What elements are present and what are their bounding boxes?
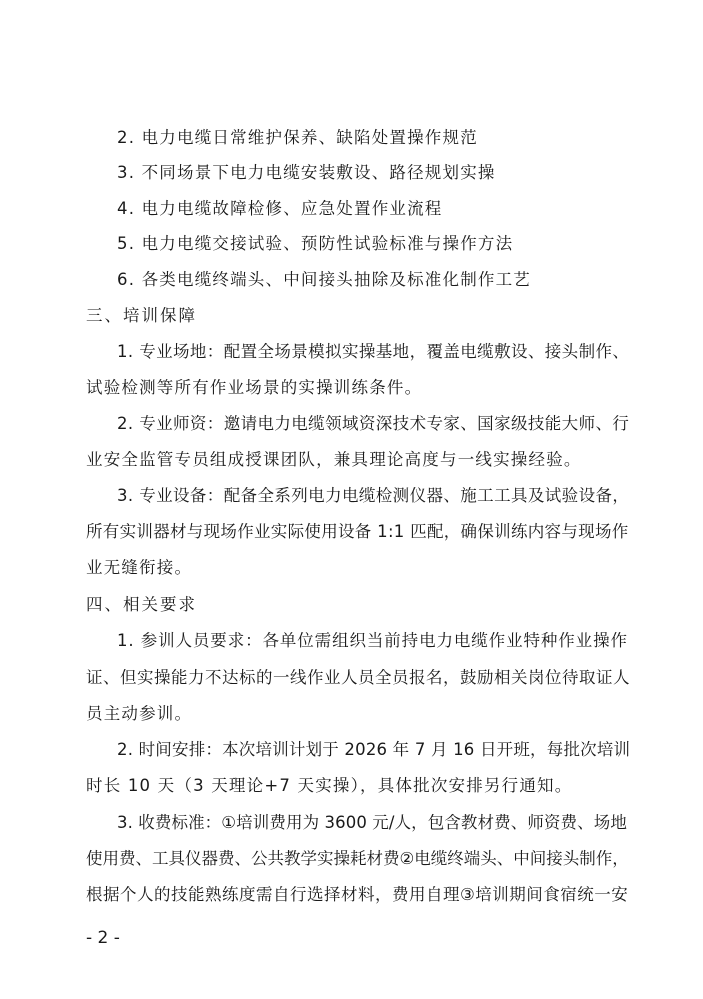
text-line-13: 业无缝衔接。	[86, 558, 193, 577]
text-line-2: 3. 不同场景下电力电缆安装敷设、路径规划实操	[117, 163, 496, 182]
text-line-3: 4. 电力电缆故障检修、应急处置作业流程	[117, 199, 443, 218]
text-line-21: 使用费、工具仪器费、公共教学实操耗材费②电缆终端头、中间接头制作，	[86, 849, 629, 868]
text-line-9: 2. 专业师资：邀请电力电缆领域资深技术专家、国家级技能大师、行	[117, 414, 630, 433]
text-line-15: 1. 参训人员要求：各单位需组织当前持电力电缆作业特种作业操作	[117, 631, 628, 650]
page-number: - 2 -	[86, 928, 120, 948]
text-line-20: 3. 收费标准：①培训费用为 3600 元/人，包含教材费、师资费、场地	[117, 813, 627, 832]
section-heading-3: 三、培训保障	[86, 306, 197, 325]
text-line-5: 6. 各类电缆终端头、中间接头抽除及标准化制作工艺	[117, 270, 531, 289]
text-line-12: 所有实训器材与现场作业实际使用设备 1:1 匹配，确保训练内容与现场作	[86, 522, 629, 541]
text-line-7: 1. 专业场地：配置全场景模拟实操基地，覆盖电缆敷设、接头制作、	[117, 342, 630, 361]
text-line-4: 5. 电力电缆交接试验、预防性试验标准与操作方法	[117, 234, 514, 253]
text-line-17: 员主动参训。	[86, 704, 193, 723]
text-line-10: 业安全监管专员组成授课团队，兼具理论高度与一线实操经验。	[86, 450, 582, 469]
text-line-16: 证、但实操能力不达标的一线作业人员全员报名，鼓励相关岗位待取证人	[86, 668, 630, 687]
text-line-19: 时长 10 天（3 天理论+7 天实操），具体批次安排另行通知。	[86, 776, 573, 795]
section-heading-4: 四、相关要求	[86, 595, 197, 614]
text-line-18: 2. 时间安排：本次培训计划于 2026 年 7 月 16 日开班，每批次培训	[117, 740, 631, 759]
text-line-1: 2. 电力电缆日常维护保养、缺陷处置操作规范	[117, 128, 478, 147]
text-line-22: 根据个人的技能熟练度需自行选择材料，费用自理③培训期间食宿统一安	[86, 885, 629, 904]
text-line-11: 3. 专业设备：配备全系列电力电缆检测仪器、施工工具及试验设备，	[117, 486, 630, 505]
text-line-8: 试验检测等所有作业场景的实操训练条件。	[86, 378, 423, 397]
